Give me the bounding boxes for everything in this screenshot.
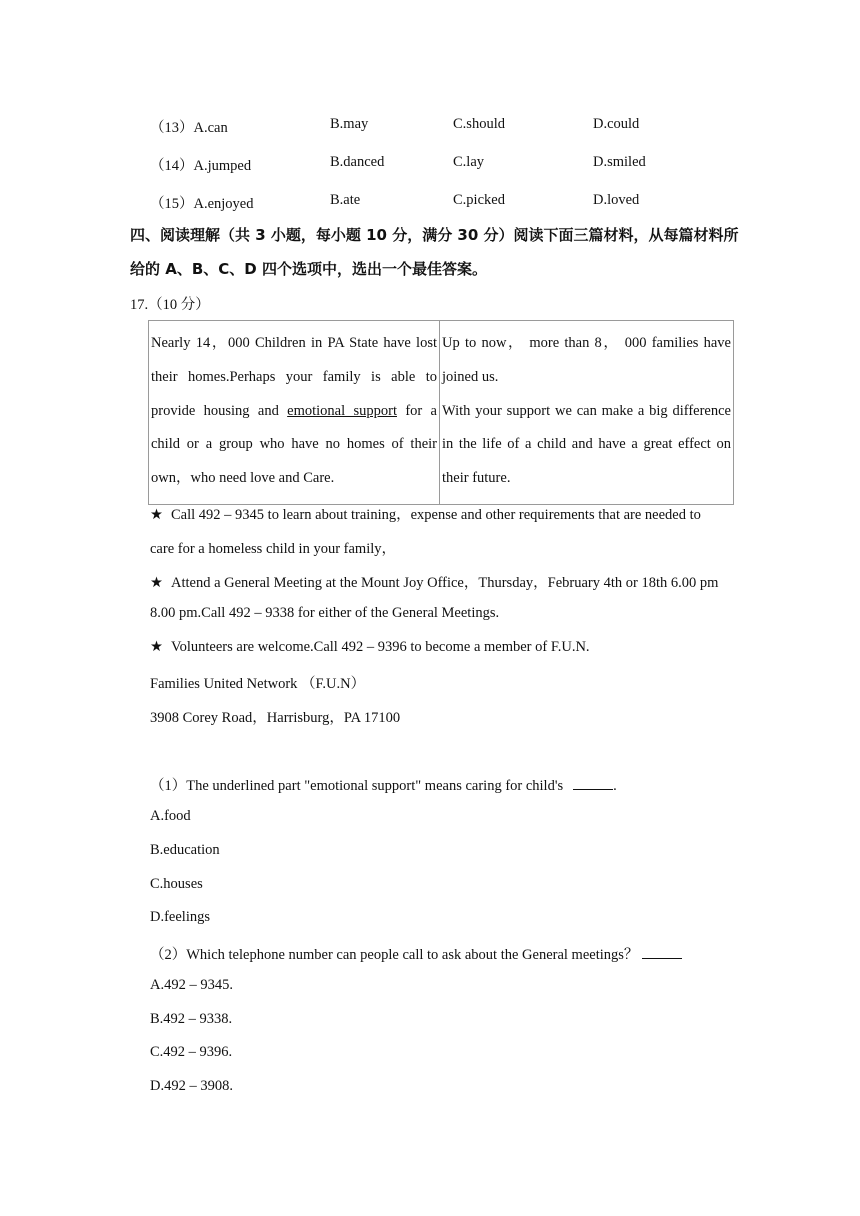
q1-option-a: A.food: [150, 808, 191, 824]
mcq-14-option-b: B.danced: [330, 154, 385, 170]
q1-option-d: D.feelings: [150, 909, 210, 925]
emotional-support-underlined: emotional support: [287, 402, 397, 419]
answer-blank: [642, 946, 682, 959]
ad-right-paragraph-1: Up to now， more than 8， 000 families have joined us.: [442, 335, 731, 385]
star-icon: ★: [150, 575, 163, 591]
q2-option-d: D.492 – 3908.: [150, 1078, 233, 1094]
q1-option-b: B.education: [150, 842, 220, 858]
org-address: 3908 Corey Road，Harrisburg，PA 17100: [150, 710, 401, 726]
ad-right-cell: [440, 321, 734, 505]
section-heading: [130, 218, 739, 286]
q2-option-b: B.492 – 9338.: [150, 1011, 233, 1027]
bullet-2-text: Attend a General Meeting at the Mount Joy Office，Thursday，February 4th or 18th 6.00 pm: [171, 575, 719, 591]
q1-stem: [150, 774, 617, 795]
mcq-13-option-a: （13）A.can: [150, 120, 228, 136]
mcq-row-15: [150, 192, 770, 212]
q2-option-a: A.492 – 9345.: [150, 977, 233, 993]
mcq-15-option-c: C.picked: [453, 192, 505, 208]
table-row: [149, 321, 734, 505]
mcq-row-14: [150, 154, 770, 174]
mcq-15-option-b: B.ate: [330, 192, 361, 208]
question-number: 17.（10 分）: [130, 297, 210, 313]
star-icon: ★: [150, 639, 163, 655]
q1-stem-text: （1）The underlined part "emotional support" means caring for child's: [150, 778, 564, 794]
org-name: Families United Network （F.U.N）: [150, 676, 366, 692]
bullet-1-line-2: care for a homeless child in your family，: [150, 541, 397, 557]
bullet-3: [150, 639, 590, 656]
q1-option-c: C.houses: [150, 876, 203, 892]
section-heading-line-1: 四、阅读理解（共 3 小题，每小题 10 分，满分 30 分）阅读下面三篇材料，从每篇材料所: [130, 226, 739, 244]
bullet-3-text: Volunteers are welcome.Call 492 – 9396 to become a member of F.U.N.: [171, 639, 590, 655]
ad-right-paragraph-2: With your support we can make a big difference in the life of a child and have a great effect on their future.: [442, 402, 731, 487]
advertisement-table: [148, 320, 734, 505]
mcq-15-option-d: D.loved: [593, 192, 640, 208]
q2-stem-text: （2）Which telephone number can people call to ask about the General meetings？: [150, 947, 639, 963]
answer-blank: [573, 777, 613, 790]
mcq-13-option-c: C.should: [453, 116, 505, 132]
q2-option-c: C.492 – 9396.: [150, 1044, 233, 1060]
ad-left-text-pre: Nearly 14，000 Children in PA State have lost their homes.Perhaps your family is able to provide housing and: [151, 335, 437, 419]
mcq-14-option-a: （14）A.jumped: [150, 158, 252, 174]
mcq-14-option-d: D.smiled: [593, 154, 646, 170]
q2-stem: [150, 943, 682, 964]
star-icon: ★: [150, 507, 163, 523]
ad-left-cell: [149, 321, 440, 505]
bullet-2-line-1: [150, 571, 718, 592]
mcq-row-13: [150, 116, 770, 136]
ad-left-text-post: for a child or a group who have no homes of their own，who need love and Care.: [151, 402, 437, 487]
bullet-1-line-1: [150, 503, 701, 524]
mcq-13-option-b: B.may: [330, 116, 369, 132]
bullet-2-line-2: 8.00 pm.Call 492 – 9338 for either of the General Meetings.: [150, 605, 500, 621]
mcq-15-option-a: （15）A.enjoyed: [150, 196, 254, 212]
mcq-14-option-c: C.lay: [453, 154, 485, 170]
mcq-13-option-d: D.could: [593, 116, 640, 132]
bullet-1-text: Call 492 – 9345 to learn about training，expense and other requirements that are needed to: [171, 507, 701, 523]
section-heading-line-2: 给的 A、B、C、D 四个选项中，选出一个最佳答案。: [130, 260, 487, 278]
q1-stem-tail: .: [613, 778, 617, 794]
